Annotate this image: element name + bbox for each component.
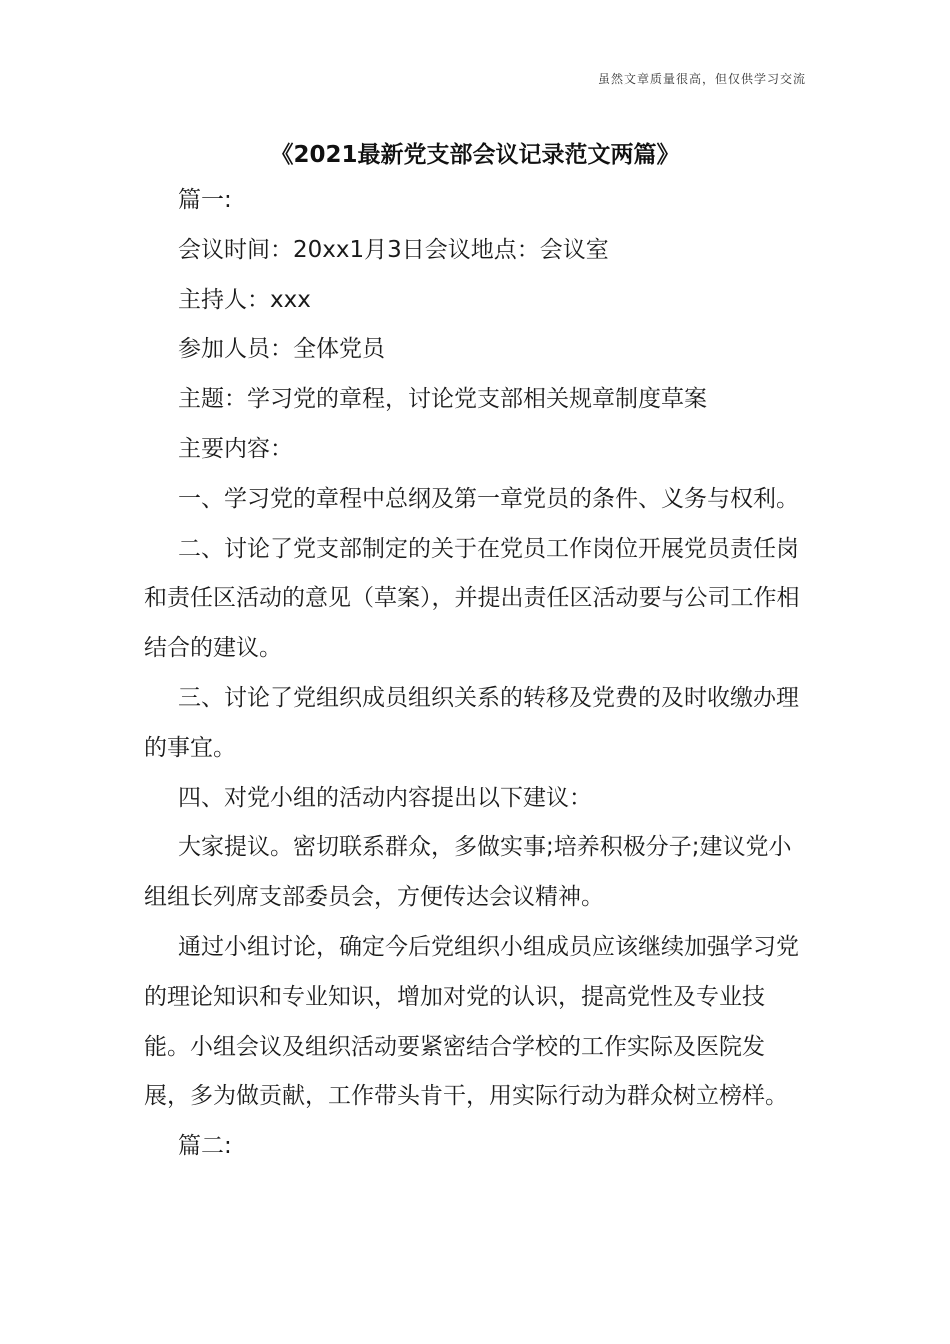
item-four-paragraph: 四、对党小组的活动内容提出以下建议： xyxy=(178,784,592,811)
attendees-paragraph: 参加人员：全体党员 xyxy=(178,336,385,363)
host-paragraph: 主持人：xxx xyxy=(178,286,311,313)
section-heading-part-two: 篇二: xyxy=(178,1133,232,1160)
document-title: 《2021最新党支部会议记录范文两篇》 xyxy=(270,142,680,168)
discussion-result-paragraph: 通过小组讨论，确定今后党组织小组成员应该继续加强学习党的理论知识和专业知识，增加对党的认识，提高党性及专业技能。小组会议及组织活动要紧密结合学校的工作实际及医院发展，多为做贡献，工作带头肯干，用实际行动为群众树立榜样。 xyxy=(144,933,799,1110)
item-one-paragraph: 一、学习党的章程中总纲及第一章党员的条件、义务与权利。 xyxy=(178,485,799,512)
section-heading-part-one: 篇一: xyxy=(178,187,232,213)
item-two-paragraph: 二、讨论了党支部制定的关于在党员工作岗位开展党员责任岗和责任区活动的意见（草案），并提出责任区活动要与公司工作相结合的建议。 xyxy=(144,535,800,662)
header-note: 虽然文章质量很高，但仅供学习交流 xyxy=(597,72,806,86)
meeting-time-paragraph: 会议时间：20xx1月3日会议地点：会议室 xyxy=(178,236,609,263)
document-body xyxy=(144,176,809,1172)
suggestions-paragraph: 大家提议。密切联系群众，多做实事;培养积极分子;建议党小组组长列席支部委员会，方便传达会议精神。 xyxy=(144,834,792,911)
main-content-heading: 主要内容： xyxy=(178,435,293,462)
item-three-paragraph: 三、讨论了党组织成员组织关系的转移及党费的及时收缴办理的事宜。 xyxy=(144,684,799,761)
topic-paragraph: 主题：学习党的章程，讨论党支部相关规章制度草案 xyxy=(178,386,707,413)
